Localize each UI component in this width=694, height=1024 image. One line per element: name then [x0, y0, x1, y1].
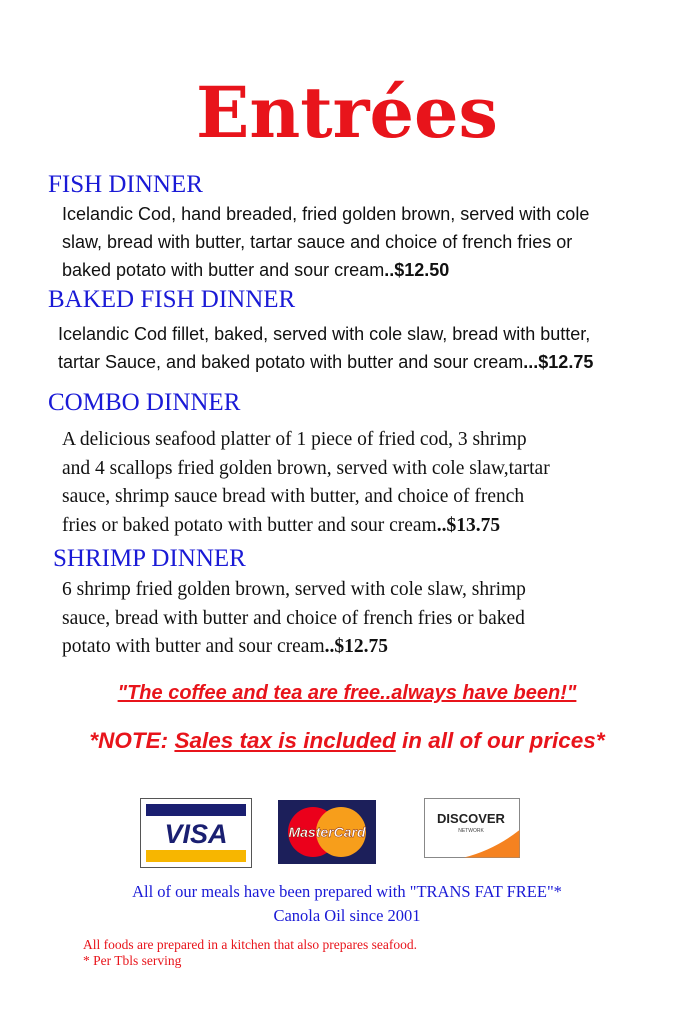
canola-oil-line: Canola Oil since 2001 — [273, 906, 421, 925]
discover-network-text: NETWORK — [458, 828, 484, 834]
note-suffix: in all of our prices* — [395, 728, 605, 753]
description-line-text: fries or baked potato with butter and sour cream — [62, 514, 437, 536]
mastercard-text: MasterCard — [288, 824, 366, 840]
item-description-baked-fish-dinner — [58, 320, 593, 376]
item-price: ..$12.75 — [324, 636, 389, 657]
description-line — [62, 256, 589, 284]
description-line-text: baked potato with butter and sour cream — [62, 260, 385, 280]
description-line: slaw, bread with butter, tartar sauce and choice of french fries or — [62, 232, 573, 252]
note-prefix: *NOTE: — [89, 728, 175, 753]
page-title: Entrées — [196, 71, 498, 154]
item-price: ...$12.75 — [523, 352, 594, 372]
description-line: Icelandic Cod fillet, baked, served with cole slaw, bread with butter, — [58, 324, 591, 344]
description-line: 6 shrimp fried golden brown, served with cole slaw, shrimp — [62, 579, 526, 600]
item-description-shrimp-dinner — [62, 576, 526, 662]
mastercard-logo — [278, 800, 376, 864]
description-line: sauce, shrimp sauce bread with butter, and choice of french — [62, 486, 525, 507]
item-heading-fish-dinner: FISH DINNER — [48, 171, 203, 198]
coffee-tea-quote-text: "The coffee and tea are free..always have been!" — [117, 682, 577, 704]
visa-text: VISA — [164, 819, 228, 849]
description-line: and 4 scallops fried golden brown, served with cole slaw,tartar — [62, 457, 550, 479]
description-line — [58, 348, 593, 376]
item-price: ..$13.75 — [436, 514, 501, 536]
seafood-allergen-note: All foods are prepared in a kitchen that also prepares seafood. — [83, 937, 417, 952]
sales-tax-note — [0, 728, 694, 754]
coffee-tea-quote — [0, 682, 694, 705]
item-heading-combo-dinner: COMBO DINNER — [48, 389, 241, 416]
item-heading-baked-fish-dinner: BAKED FISH DINNER — [48, 286, 296, 313]
item-price: ..$12.50 — [384, 260, 450, 280]
note-underlined: Sales tax is included — [174, 728, 396, 753]
description-line: sauce, bread with butter and choice of french fries or baked — [62, 607, 525, 629]
visa-card-logo — [140, 798, 252, 868]
description-line-text: tartar Sauce, and baked potato with butter and sour cream — [58, 352, 524, 372]
per-serving-footnote: * Per Tbls serving — [83, 953, 182, 968]
description-line — [62, 633, 526, 662]
description-line: Icelandic Cod, hand breaded, fried golden brown, served with cole — [62, 204, 590, 224]
discover-card-logo — [424, 798, 520, 858]
item-description-combo-dinner — [62, 426, 550, 540]
description-line — [62, 512, 550, 541]
item-description-fish-dinner — [62, 200, 589, 284]
description-line: A delicious seafood platter of 1 piece of fried cod, 3 shrimp — [62, 429, 527, 450]
item-heading-shrimp-dinner: SHRIMP DINNER — [53, 545, 246, 572]
trans-fat-free-line: All of our meals have been prepared with "TRANS FAT FREE"* — [132, 882, 562, 901]
description-line-text: potato with butter and sour cream — [62, 636, 325, 657]
discover-text: DISCOVER — [437, 811, 505, 826]
